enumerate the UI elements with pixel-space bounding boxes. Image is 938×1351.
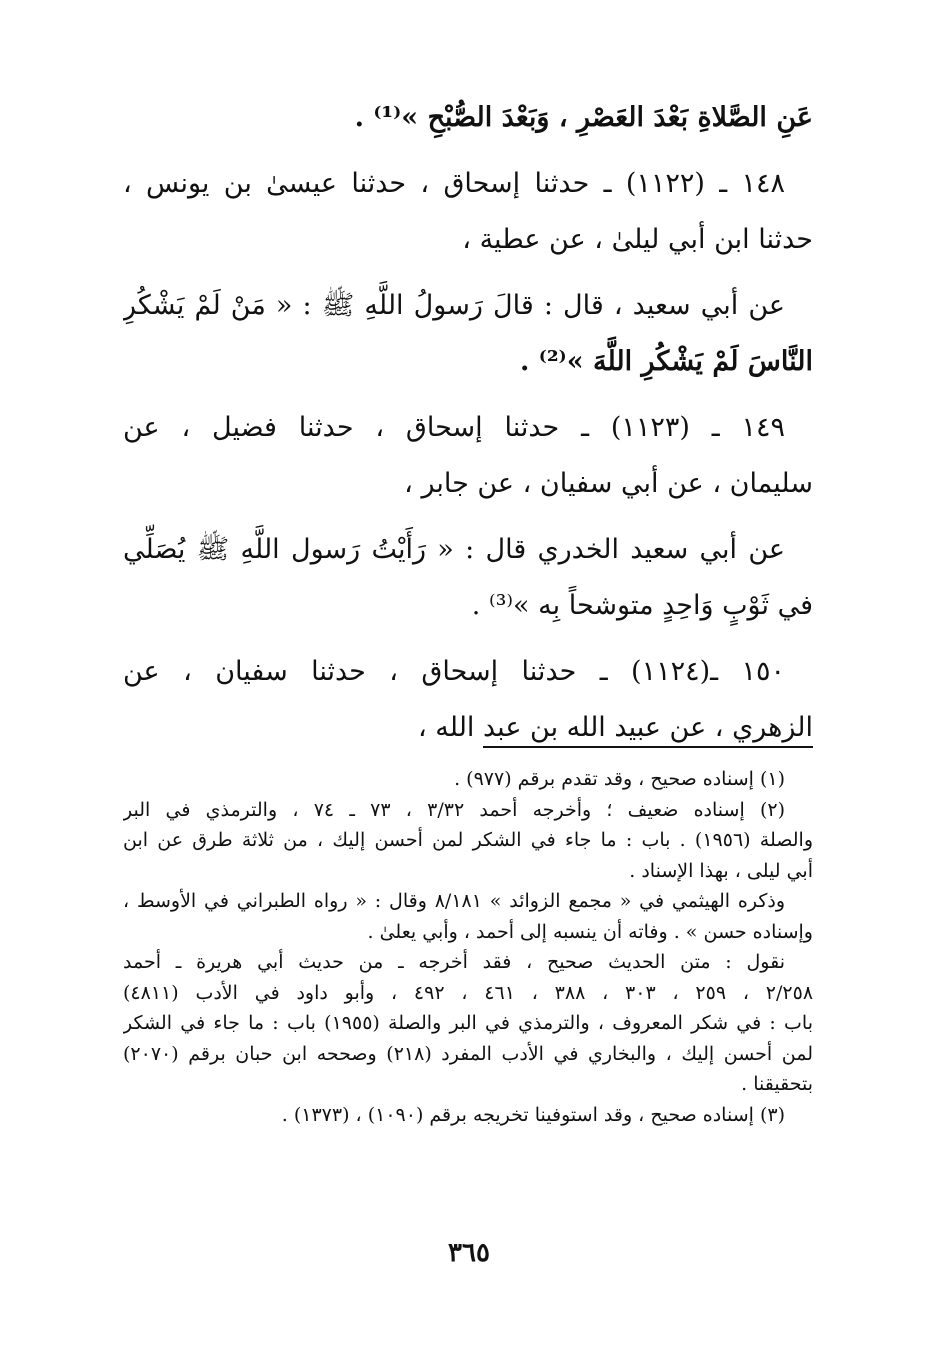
hadith-148-line: ١٤٨ ـ (١١٢٢) ـ حدثنا إسحاق ، حدثنا عيسىٰ بن يونس ، xyxy=(123,168,786,199)
footnote-line: لمن أحسن إليك ، والبخاري في الأدب المفرد (٢١٨) وصححه ابن حبان برقم (٢٠٧٠) xyxy=(123,1042,813,1065)
footnotes xyxy=(123,764,813,1130)
footnote-line: باب : في شكر المعروف ، والترمذي في البر والصلة (١٩٥٥) باب : ما جاء في الشكر xyxy=(123,1012,813,1034)
text-line: عَنِ الصَّلاةِ بَعْدَ العَصْرِ ، وَبَعْدَ الصُّبْحِ »⁽¹⁾ . xyxy=(354,102,813,133)
main-text xyxy=(123,90,813,756)
hadith-150-line: ١٥٠ ـ(١١٢٤) ـ حدثنا إسحاق ، حدثنا سفيان ، عن xyxy=(123,656,785,687)
text-line: الزهري ، عن عبيد الله بن عبد الله ، xyxy=(417,712,813,743)
text-line: سليمان ، عن أبي سفيان ، عن جابر ، xyxy=(404,468,813,499)
text-line: عن أبي سعيد ، قال : قالَ رَسولُ اللَّهِ ﷺ : « مَنْ لَمْ يَشْكُرِ xyxy=(123,290,785,321)
footnote-line: ٢/٢٥٨ ، ٢٥٩ ، ٣٠٣ ، ٣٨٨ ، ٤٦١ ، ٤٩٢ ، وأبو داود في الأدب (٤٨١١) xyxy=(123,981,813,1004)
footnote-line: والصلة (١٩٥٦) . باب : ما جاء في الشكر لمن أحسن إليك ، من ثلاثة طرق عن ابن xyxy=(123,829,813,851)
footnote-line: نقول : متن الحديث صحيح ، فقد أخرجه ـ من حديث أبي هريرة ـ أحمد xyxy=(123,951,785,973)
footnote-line: وذكره الهيثمي في « مجمع الزوائد » ٨/١٨١ وقال : « رواه الطبراني في الأوسط ، xyxy=(123,890,785,912)
text-line: في ثَوْبٍ وَاحِدٍ متوشحاً بِه »⁽³⁾ . xyxy=(471,590,813,621)
hadith-149-line: ١٤٩ ـ (١١٢٣) ـ حدثنا إسحاق ، حدثنا فضيل ، عن xyxy=(123,412,786,443)
footnote-line: أبي ليلى ، بهذا الإسناد . xyxy=(629,859,813,882)
footnote-line: وإسناده حسن » . وفاته أن ينسبه إلى أحمد ، وأبي يعلىٰ . xyxy=(367,920,813,943)
footnote-line: (٣) إسناده صحيح ، وقد استوفينا تخريجه برقم (١٠٩٠) ، (١٣٧٣) . xyxy=(281,1103,785,1126)
footnote-line: بتحقيقنا . xyxy=(741,1073,813,1095)
page-number: ٣٦٥ xyxy=(448,1238,490,1268)
text-line: حدثنا ابن أبي ليلىٰ ، عن عطية ، xyxy=(462,224,813,255)
footnote-divider xyxy=(483,746,813,748)
footnote-line: (١) إسناده صحيح ، وقد تقدم برقم (٩٧٧) . xyxy=(454,768,785,790)
text-line: النَّاسَ لَمْ يَشْكُرِ اللَّهَ »⁽²⁾ . xyxy=(520,346,813,377)
footnote-line: (٢) إسناده ضعيف ؛ وأخرجه أحمد ٣/٣٢ ، ٧٣ ـ ٧٤ ، والترمذي في البر xyxy=(123,798,786,821)
text-line: عن أبي سعيد الخدري قال : « رَأَيْتُ رَسول اللَّهِ ﷺ يُصَلِّي xyxy=(123,534,785,565)
